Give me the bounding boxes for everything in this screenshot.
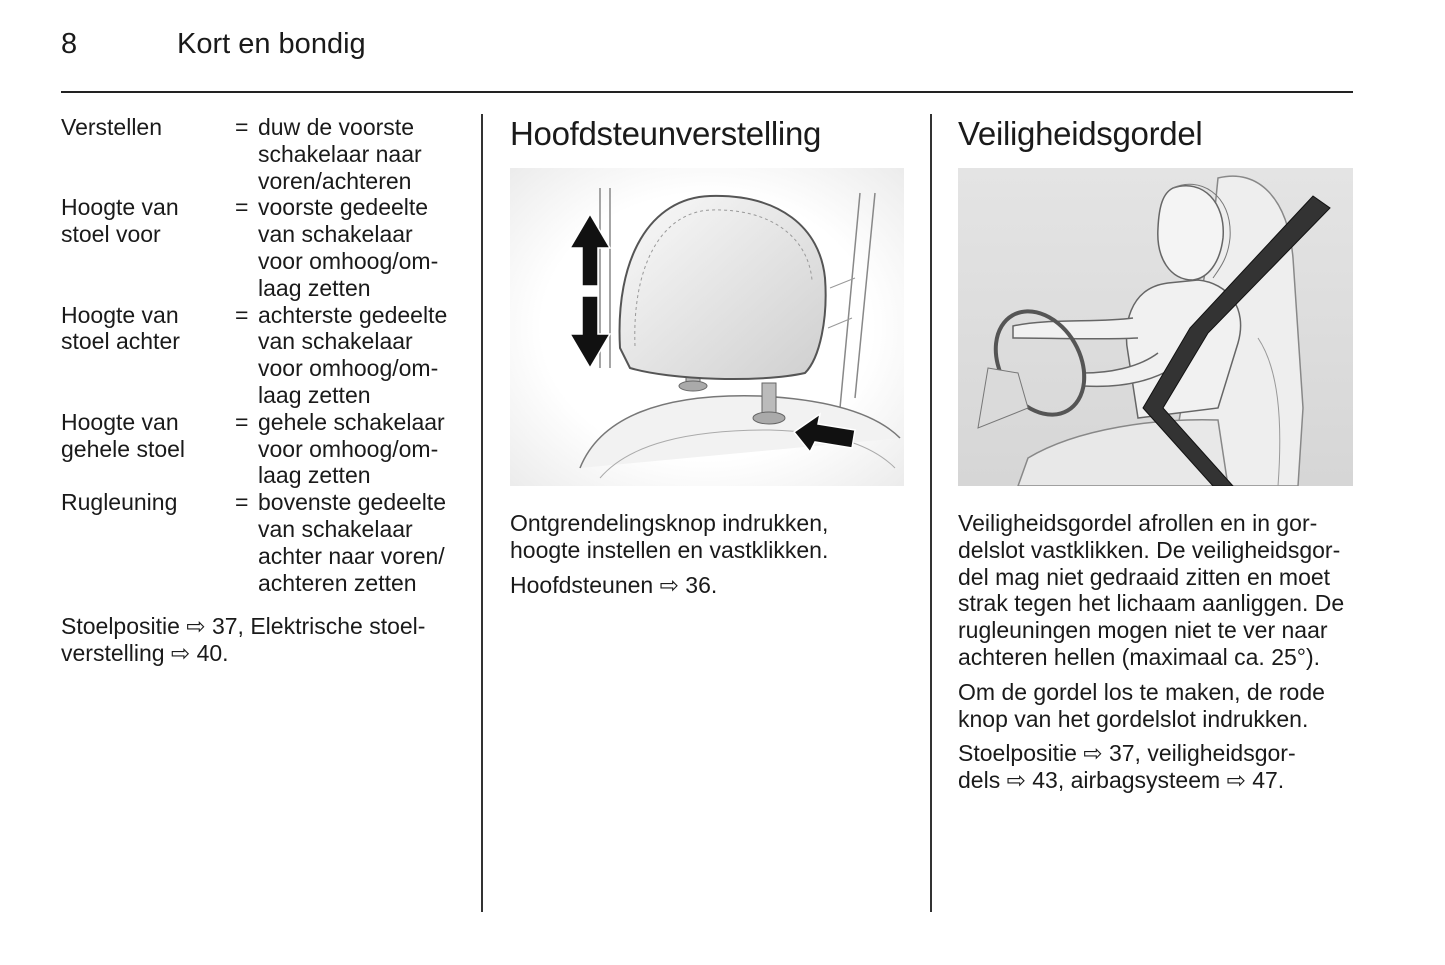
seatbelt-illustration — [958, 168, 1353, 486]
setting-row: Verstellen = duw de voorste schakelaar naar voren/achteren — [61, 114, 466, 194]
seat-references: Stoelpositie ⇨ 37, Elektrische stoel- verstelling ⇨ 40. — [61, 613, 426, 667]
seatbelt-references: Stoelpositie ⇨ 37, veiligheidsgor- dels ⇨ 43, airbagsysteem ⇨ 47. — [958, 740, 1296, 794]
setting-value: gehele schakelaar voor omhoog/om- laag zetten — [258, 408, 445, 489]
setting-label: Hoogte van stoel achter — [61, 301, 180, 355]
setting-value: achterste gedeelte van schakelaar voor omhoog/om- laag zetten — [258, 301, 448, 408]
setting-label: Rugleuning — [61, 489, 178, 516]
headrest-text: Ontgrendelingsknop indrukken, hoogte instellen en vastklikken. Hoofdsteunen ⇨ 36. — [510, 510, 910, 598]
page-number: 8 — [61, 28, 78, 60]
page-title: Kort en bondig — [177, 28, 366, 60]
headrest-illustration — [510, 168, 904, 486]
setting-value: voorste gedeelte van schakelaar voor omhoog/om- laag zetten — [258, 194, 439, 301]
setting-label: Hoogte van gehele stoel — [61, 408, 186, 462]
setting-label: Verstellen — [61, 114, 163, 140]
header-rule — [61, 91, 1353, 93]
seatbelt-heading: Veiligheidsgordel — [958, 115, 1203, 152]
column-divider-2 — [930, 114, 932, 912]
setting-row: Hoogte van stoel achter = achterste gedeelte van schakelaar voor omhoog/om- laag zetten — [61, 302, 466, 409]
seat-adjust-column — [61, 114, 466, 667]
seatbelt-paragraph: Veiligheidsgordel afrollen en in gor- delslot vastklikken. De veiligheidsgor- del mag niet gedraaid zitten en moet strak tegen het lichaam aanliggen. De rugleuningen mogen niet te ver naar achteren hellen (maximaal ca. 25°). — [958, 510, 1345, 670]
setting-row: Hoogte van gehele stoel = gehele schakelaar voor omhoog/om- laag zetten — [61, 409, 466, 489]
column-divider-1 — [481, 114, 483, 912]
setting-row: Hoogte van stoel voor = voorste gedeelte van schakelaar voor omhoog/om- laag zetten — [61, 194, 466, 301]
setting-value: bovenste gedeelte van schakelaar achter naar voren/ achteren zetten — [258, 489, 446, 596]
setting-value: duw de voorste schakelaar naar voren/achteren — [258, 114, 422, 194]
headrest-reference: Hoofdsteunen ⇨ 36. — [510, 571, 718, 598]
headrest-heading: Hoofdsteunverstelling — [510, 115, 822, 152]
seatbelt-release-paragraph: Om de gordel los te maken, de rode knop van het gordelslot indrukken. — [958, 678, 1325, 732]
seatbelt-text — [958, 510, 1354, 794]
headrest-column — [510, 114, 910, 606]
setting-row: Rugleuning = bovenste gedeelte van schakelaar achter naar voren/ achteren zetten — [61, 489, 466, 596]
setting-label: Hoogte van stoel voor — [61, 194, 179, 248]
seatbelt-column — [958, 114, 1354, 802]
